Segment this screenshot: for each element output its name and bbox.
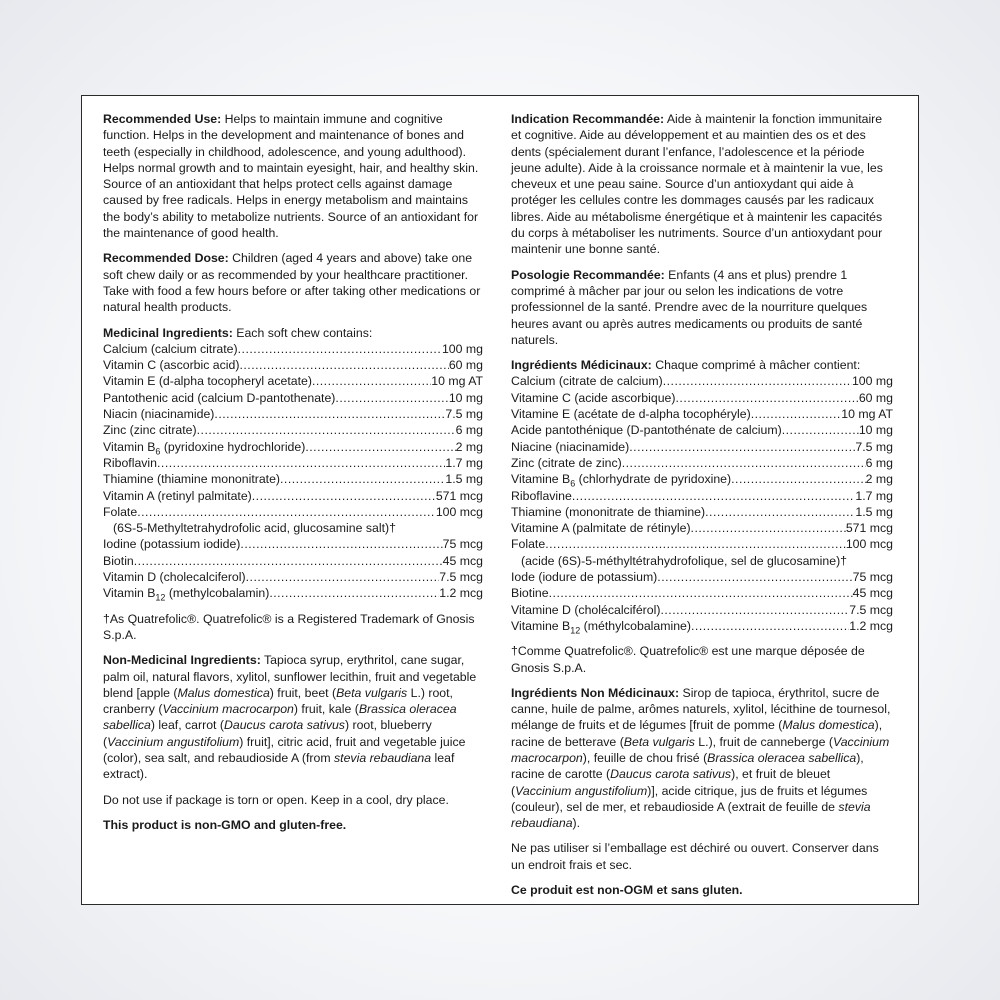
ingredient-name: Acide pantothénique (D-pantothénate de calcium) [511, 423, 782, 438]
ingredients-non-medicinaux-section [511, 685, 893, 832]
recommended-dose-heading: Recommended Dose: [103, 251, 229, 266]
ingredient-row [103, 341, 483, 357]
dot-leader [305, 439, 455, 455]
storage-warning: Ne pas utiliser si l’emballage est déchiré ou ouvert. Conserver dans un endroit frais et sec. [511, 841, 879, 872]
dot-leader [676, 390, 859, 406]
non-gmo-statement [511, 882, 893, 898]
dot-leader [782, 422, 859, 438]
ingredient-name-part: Vitamin B [103, 586, 156, 601]
medicinal-ingredients-header [103, 325, 483, 341]
latin-name: Vaccinium macrocarpon [162, 702, 294, 717]
ingredient-amount: 60 mg [448, 358, 483, 373]
dot-leader [134, 553, 443, 569]
folate-source-note: (acide (6S)-5-méthyltétrahydrofolique, sel de glucosamine)† [521, 553, 848, 568]
ingredient-row [103, 406, 483, 422]
ingredient-name: Calcium (calcium citrate) [103, 341, 238, 356]
non-medicinal-text: L.), fruit de canneberge ( [694, 734, 833, 749]
ingredient-row [511, 520, 893, 536]
ingredient-amount: 100 mg [441, 341, 483, 356]
ingredient-row [511, 406, 893, 422]
non-medicinal-ingredients-heading: Non-Medicinal Ingredients: [103, 653, 261, 668]
non-medicinal-text: ), racine de carotte ( [511, 750, 864, 782]
recommended-use-heading: Recommended Use: [103, 112, 222, 126]
non-medicinal-text: ), racine de betterave ( [511, 718, 883, 749]
quatrefolic-footnote: †As Quatrefolic®. Quatrefolic® is a Registered Trademark of Gnosis S.p.A. [103, 611, 475, 642]
dot-leader [239, 357, 448, 373]
ingredient-row [511, 390, 893, 406]
ingredient-name: Niacine (niacinamide) [511, 439, 630, 454]
medicinal-ingredients-section [103, 325, 483, 602]
dot-leader [157, 455, 445, 471]
latin-name: Beta vulgaris [336, 685, 408, 700]
ingredient-name-part: (pyridoxine hydrochloride) [160, 439, 306, 454]
recommended-use-text: Helps to maintain immune and cognitive function. Helps in the development and maintenance of bones and teeth (especially in childhood, adolescence, and young adulthood). Helps normal growth and to maintain eyesight, hair, and healthy skin. Source of an antioxidant that helps protect cells against damage caused by free radicals. Helps in energy metabolism and maintains the body’s ability to metabolize nutrients. Source of an antioxidant for the maintenance of good health. [103, 112, 479, 241]
ingredient-amount: 2 mg [455, 439, 483, 454]
indication-heading: Indication Recommandée: [511, 112, 665, 126]
ingredient-name: Thiamine (mononitrate de thiamine) [511, 504, 706, 519]
ingredient-name-part: Vitamine B [511, 618, 571, 633]
latin-name: Beta vulgaris [623, 734, 695, 749]
ingredient-amount: 10 mg [448, 390, 483, 405]
english-column [103, 111, 483, 842]
ingredient-name: Biotine [511, 586, 549, 601]
dot-leader [629, 439, 855, 455]
ingredient-amount: 100 mg [851, 374, 893, 389]
ingredient-row [511, 373, 893, 389]
ingredient-name: Vitamin C (ascorbic acid) [103, 358, 240, 373]
ingredient-row [103, 536, 483, 552]
dot-leader [705, 504, 855, 520]
dot-leader [691, 520, 846, 536]
quatrefolic-footnote: †Comme Quatrefolic®. Quatrefolic® est une marque déposée de Gnosis S.p.A. [511, 644, 865, 675]
latin-name: Vaccinium angustifolium [515, 783, 648, 798]
ingredient-name: Iodine (potassium iodide) [103, 537, 241, 552]
ingredient-name: Calcium (citrate de calcium) [511, 374, 663, 389]
latin-name: Daucus carota sativus [223, 718, 345, 733]
ingredient-amount: 7.5 mg [855, 439, 893, 454]
ingredient-name: Riboflavin [103, 455, 157, 470]
latin-name: stevia rebaudiana [334, 750, 432, 765]
dot-leader [240, 536, 442, 552]
ingredient-row [103, 439, 483, 455]
ingredient-name: Vitamine E (acétate de d-alpha tocophéryle) [511, 407, 751, 422]
ingredient-amount: 10 mg [858, 423, 893, 438]
ingredient-row [511, 422, 893, 438]
ingredient-name: Folate [103, 504, 138, 519]
ingredient-name-part: Vitamine B [511, 472, 571, 487]
latin-name: Brassica oleracea sabellica [103, 702, 457, 733]
dot-leader [545, 536, 846, 552]
dot-leader [691, 618, 849, 634]
non-medicinal-text: ) leaf, carrot ( [150, 718, 224, 733]
ingredient-amount: 75 mcg [442, 537, 483, 552]
ingredients-medicinaux-heading: Ingrédients Médicinaux: [511, 358, 652, 373]
ingredients-medicinaux-header [511, 357, 893, 373]
non-medicinal-text: Tapioca syrup, erythritol, cane sugar, palm oil, natural flavors, xylitol, sunflower lecithin, fruit and vegetable blend [apple ( [103, 653, 477, 700]
medicinal-ingredients-heading: Medicinal Ingredients: [103, 325, 233, 340]
dot-leader [238, 341, 442, 357]
ingredient-name: Iode (iodure de potassium) [511, 570, 658, 585]
ingredient-amount: 60 mg [858, 390, 893, 405]
latin-name: Vaccinium macrocarpon [511, 734, 890, 765]
dot-leader [751, 406, 842, 422]
posologie-text: Enfants (4 ans et plus) prendre 1 comprimé à mâcher par jour ou selon les indications de votre professionnel de la santé. Prendre avec de la nourriture quelques heures avant ou après autres medicaments ou produits de santé naturels. [511, 267, 868, 347]
non-medicinal-text: ) fruit, kale ( [293, 702, 359, 717]
ingredient-name [103, 439, 305, 455]
ingredient-amount: 7.5 mcg [439, 570, 483, 585]
ingredient-name: Thiamine (thiamine mononitrate) [103, 472, 281, 487]
dot-leader [280, 471, 445, 487]
ingredient-amount: 100 mcg [845, 537, 893, 552]
ingredient-list [511, 373, 893, 634]
ingredient-name-part: Vitamin B [103, 439, 156, 454]
ingredient-amount: 10 mg AT [431, 374, 483, 389]
ingredient-name [511, 471, 731, 487]
dot-leader [312, 373, 431, 389]
latin-name: stevia rebaudiana [511, 799, 871, 831]
dot-leader [252, 488, 436, 504]
latin-name: Vaccinium angustifolium [107, 734, 240, 749]
ingredient-row [103, 471, 483, 487]
ingredient-name [103, 585, 269, 601]
ingredient-name-part: (methylcobalamin) [165, 586, 270, 601]
ingredients-medicinaux-section [511, 357, 893, 634]
ingredient-name-part: (méthylcobalamine) [580, 618, 691, 633]
ingredient-name: Vitamin D (cholecalciferol) [103, 570, 246, 585]
label-panel [81, 95, 919, 905]
ingredient-name: Riboflavine [511, 488, 572, 503]
non-medicinal-text: ), et fruit de bleuet ( [511, 767, 831, 798]
ingredient-amount: 100 mcg [435, 504, 483, 519]
dot-leader [335, 390, 448, 406]
non-medicinal-text: ) fruit], citric acid, fruit and vegetable juice (color), sea salt, and rebaudioside A (from [103, 734, 466, 765]
ingredient-name: Vitamine D (cholécalciférol) [511, 602, 661, 617]
ingredient-row [511, 504, 893, 520]
ingredient-amount: 7.5 mg [445, 407, 483, 422]
french-column [511, 111, 893, 907]
ingredient-name-part: (chlorhydrate de pyridoxine) [575, 472, 732, 487]
ingredient-row [511, 455, 893, 471]
dot-leader [197, 422, 456, 438]
dot-leader [246, 569, 440, 585]
ingredient-row [103, 357, 483, 373]
ingredient-amount: 6 mg [455, 423, 483, 438]
latin-name: Brassica oleracea sabellica [707, 750, 857, 765]
ingredient-amount: 75 mcg [852, 570, 893, 585]
ingredient-row [103, 569, 483, 585]
ingredient-row [103, 390, 483, 406]
ingredient-row [511, 602, 893, 618]
ingredient-amount: 10 mg AT [841, 407, 893, 422]
ingredient-amount: 571 mcg [435, 488, 483, 503]
ingredient-amount: 45 mcg [852, 586, 893, 601]
dot-leader [214, 406, 445, 422]
latin-name: Daucus carota sativus [610, 767, 732, 782]
latin-name: Malus domestica [177, 685, 270, 700]
recommended-dose-text: Children (aged 4 years and above) take one soft chew daily or as recommended by your healthcare practitioner. Take with food a few hours before or after taking other medications or natural health products. [103, 251, 481, 315]
dot-leader [660, 602, 849, 618]
dot-leader [269, 585, 439, 601]
ingredient-row [511, 439, 893, 455]
non-medicinal-text: ), feuille de chou frisé ( [582, 750, 708, 765]
dot-leader [657, 569, 852, 585]
ingredient-row [511, 618, 893, 634]
ingredient-name: Folate [511, 537, 546, 552]
ingredient-name: Pantothenic acid (calcium D-pantothenate) [103, 390, 336, 405]
ingredient-row [103, 504, 483, 520]
ingredient-row [103, 422, 483, 438]
ingredient-amount: 1.7 mg [855, 488, 893, 503]
ingredient-row [511, 471, 893, 487]
medicinal-ingredients-intro: Each soft chew contains: [236, 325, 373, 340]
non-medicinal-ingredients-section [103, 652, 483, 782]
non-gmo-text: Ce produit est non-OGM et sans gluten. [511, 883, 743, 898]
non-medicinal-text: ). [572, 816, 581, 831]
posologie-section [511, 267, 893, 348]
ingredient-amount: 7.5 mcg [849, 602, 893, 617]
ingredients-medicinaux-intro: Chaque comprimé à mâcher contient: [655, 358, 861, 373]
non-medicinal-text: L.) root, cranberry ( [103, 685, 453, 717]
ingredient-name-subscript: 6 [570, 478, 576, 489]
non-medicinal-text: ) root, blueberry ( [103, 718, 432, 749]
latin-name: Malus domestica [782, 718, 875, 733]
recommended-use-section [103, 111, 483, 241]
recommended-dose-section [103, 250, 483, 315]
ingredients-non-medicinaux-heading: Ingrédients Non Médicinaux: [511, 685, 680, 700]
folate-source-note: (6S-5-Methyltetrahydrofolic acid, glucosamine salt)† [113, 521, 396, 536]
ingredient-amount: 1.7 mg [445, 455, 483, 470]
ingredient-row [511, 569, 893, 585]
ingredient-row [511, 536, 893, 552]
non-gmo-statement [103, 817, 483, 833]
ingredient-row [103, 553, 483, 569]
ingredient-list [103, 341, 483, 602]
storage-warning: Do not use if package is torn or open. Keep in a cool, dry place. [103, 792, 449, 807]
non-medicinal-text: )], acide citrique, jus de fruits et légumes (couleur), sel de mer, et rebaudioside A (extrait de feuille de [511, 783, 868, 814]
ingredient-amount: 1.2 mcg [439, 586, 483, 601]
ingredient-name: Vitamin E (d-alpha tocopheryl acetate) [103, 374, 312, 389]
ingredient-name: Niacin (niacinamide) [103, 407, 215, 422]
dot-leader [572, 488, 856, 504]
indication-text: Aide à maintenir la fonction immunitaire et cognitive. Aide au développement et au maintien des os et des dents (spécialement durant l’enfance, l’adolescence et la période jeune adulte). Aide à la croissance normale et à maintenir la vue, les cheveux et une peau saine. Source d’un antioxydant qui aide à protéger les cellules contre les dommages causés par les radicaux libres. Aide au métabolisme énergétique et à maintenir les capacités du corps à métaboliser les nutriments. Source d’un antioxydant pour maintenir une bonne santé. [511, 112, 883, 257]
ingredient-amount: 1.5 mg [445, 472, 483, 487]
dot-leader [622, 455, 866, 471]
dot-leader [731, 471, 866, 487]
non-gmo-text: This product is non-GMO and gluten-free. [103, 817, 347, 832]
ingredient-name [511, 618, 691, 634]
ingredient-row [511, 488, 893, 504]
dot-leader [137, 504, 436, 520]
ingredient-amount: 1.2 mcg [849, 618, 893, 633]
non-medicinal-text: ) fruit, beet ( [269, 685, 337, 700]
ingredient-row [511, 585, 893, 601]
ingredient-amount: 45 mcg [442, 553, 483, 568]
ingredient-name: Biotin [103, 553, 134, 568]
ingredient-row [103, 488, 483, 504]
ingredient-row [103, 585, 483, 601]
ingredient-name: Vitamin A (retinyl palmitate) [103, 488, 252, 503]
dot-leader [549, 585, 853, 601]
ingredient-amount: 1.5 mg [855, 504, 893, 519]
posologie-heading: Posologie Recommandée: [511, 267, 665, 282]
ingredient-row [103, 455, 483, 471]
indication-section [511, 111, 893, 258]
ingredient-amount: 2 mg [865, 472, 893, 487]
ingredient-name: Zinc (citrate de zinc) [511, 455, 622, 470]
non-medicinal-text: leaf extract). [103, 750, 455, 782]
ingredient-name-subscript: 12 [155, 592, 166, 603]
dot-leader [663, 373, 852, 389]
non-medicinal-text: Sirop de tapioca, érythritol, sucre de canne, huile de palme, arômes naturels, xylitol, lécithine de tournesol, mélange de fruits et de légumes [fruit de pomme ( [511, 685, 891, 733]
ingredient-amount: 6 mg [865, 455, 893, 470]
ingredient-name: Zinc (zinc citrate) [103, 423, 197, 438]
ingredient-amount: 571 mcg [845, 521, 893, 536]
ingredient-name: Vitamine A (palmitate de rétinyle) [511, 521, 691, 536]
ingredient-name: Vitamine C (acide ascorbique) [511, 390, 676, 405]
ingredient-row [103, 373, 483, 389]
ingredient-name-subscript: 6 [155, 446, 161, 457]
ingredient-name-subscript: 12 [570, 625, 581, 636]
